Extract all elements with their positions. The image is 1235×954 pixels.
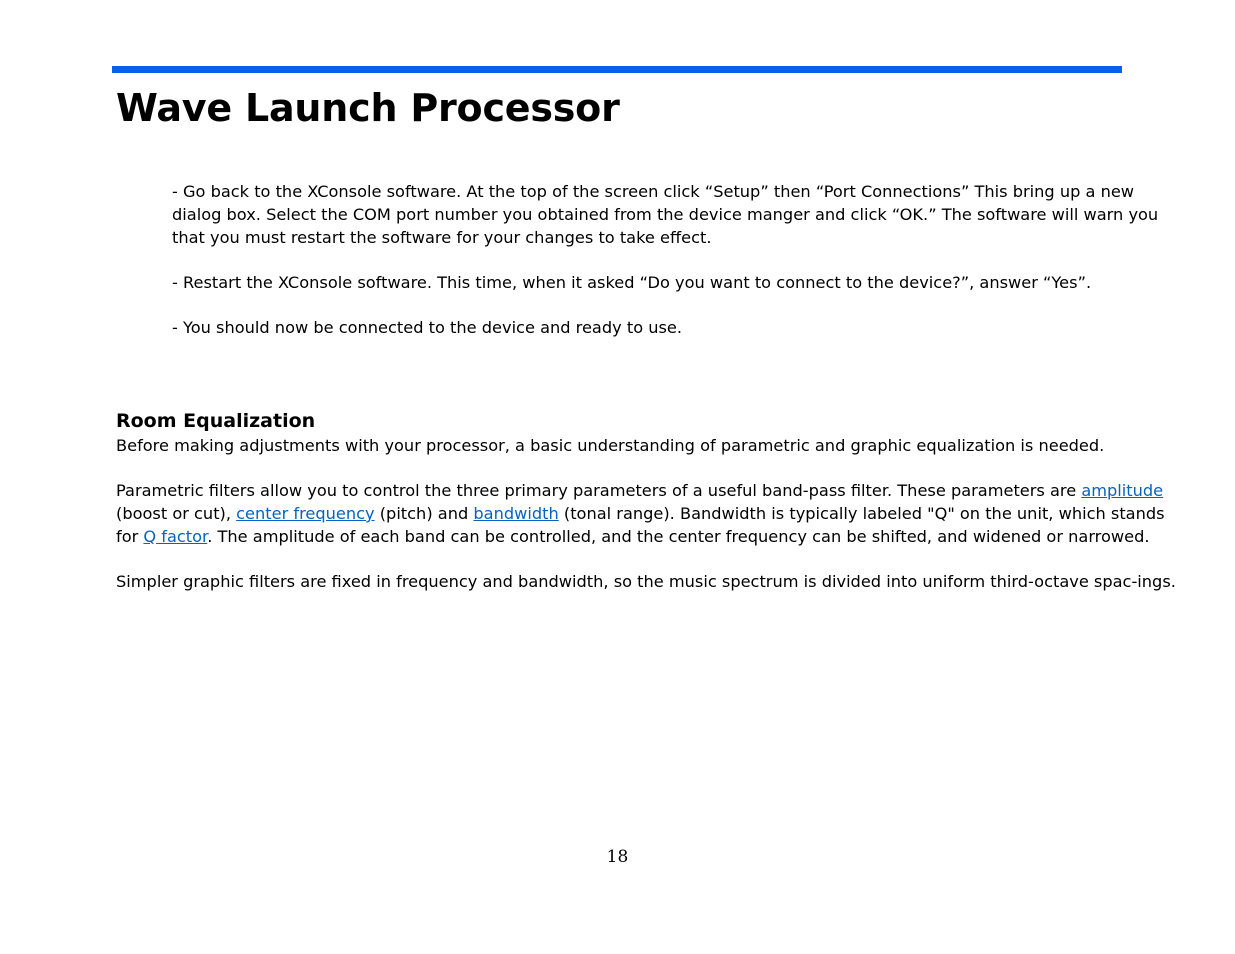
step-paragraph: - Restart the XConsole software. This time, when it asked “Do you want to connect to the device?”, answer “Yes”. [172, 273, 1092, 292]
center-frequency-link[interactable]: center frequency [236, 504, 375, 523]
step-paragraph: - Go back to the XConsole software. At the top of the screen click “Setup” then “Port Connections” This bring up a new dialog box. Select the COM port number you obtained from the device manger and click “OK.” The software will warn you that you must restart the software for your changes to take effect. [172, 182, 1159, 247]
paragraph-text: (tonal range). Bandwidth is typically labeled "Q" on the unit, which stands for [116, 504, 1165, 546]
paragraph-text: (pitch) and [374, 504, 474, 523]
room-equalization-section [116, 408, 1176, 615]
q-factor-link[interactable]: Q factor [143, 527, 208, 546]
header-rule [112, 66, 1122, 73]
intro-paragraph: Before making adjustments with your processor, a basic understanding of parametric and graphic equalization is needed. [116, 436, 1105, 455]
page-title: Wave Launch Processor [116, 86, 620, 130]
amplitude-link[interactable]: amplitude [1081, 481, 1164, 500]
bandwidth-link[interactable]: bandwidth [473, 504, 559, 523]
parametric-paragraph [116, 479, 1176, 548]
paragraph-text: . The amplitude of each band can be controlled, and the center frequency can be shifted, and widened or narrowed. [207, 527, 1150, 546]
section-heading: Room Equalization [116, 410, 316, 432]
paragraph-text: (boost or cut), [116, 504, 237, 523]
page-number: 18 [606, 847, 629, 867]
step-paragraph: - You should now be connected to the device and ready to use. [172, 318, 683, 337]
graphic-filters-paragraph: Simpler graphic filters are fixed in frequency and bandwidth, so the music spectrum is divided into uniform third-octave spac-ings. [116, 572, 1176, 591]
instruction-steps [172, 180, 1182, 361]
paragraph-text: Parametric filters allow you to control the three primary parameters of a useful band-pass filter. These parameters are [116, 481, 1082, 500]
